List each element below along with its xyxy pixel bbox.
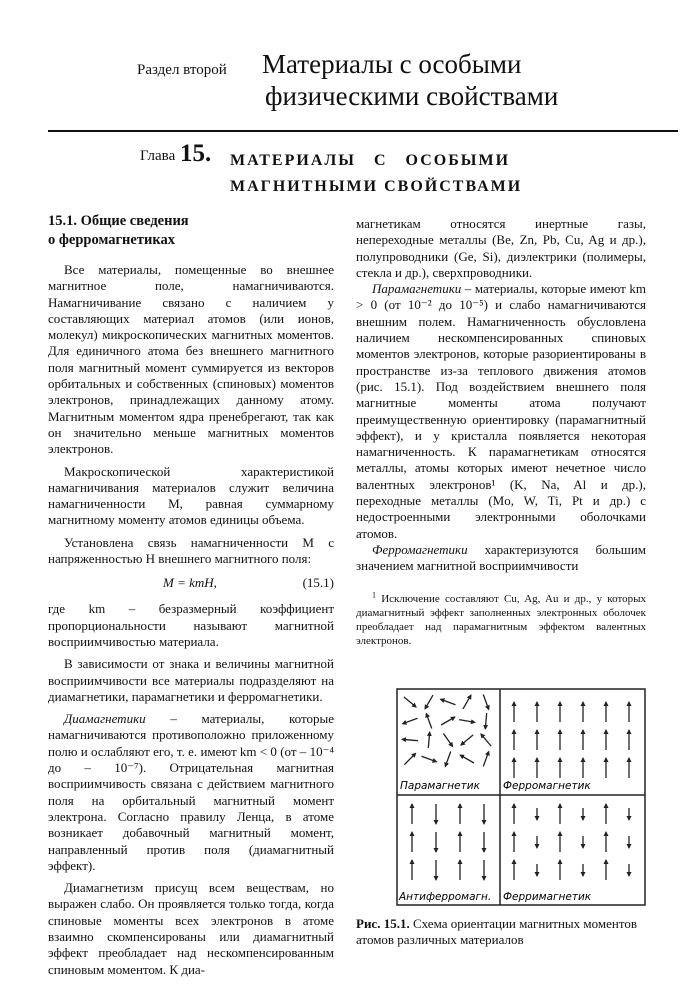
moment-arrow-random [425, 695, 433, 709]
paragraph: Парамагнетики – материалы, которые имеют km > 0 (от 10⁻² до 10⁻⁵) и слабо намагничиваются внешним полем. Намагниченность обусловлена наличием нескомпенсированных спиновых моментов электронов, которые разориентированы в пространстве из-за теплового движения атомов (рис. 15.1). Под воздействием внешнего поля магнитные моменты атома получают преимущественную ориентировку (парамагнитный эффект), и у кристалла появляется некоторая намагниченность. К парамагнетикам относятся металлы, атомы которых имеют нечетное число валентных электронов¹ (K, Na, Al и др.), переходные металлы (Mo, W, Ti, Pt и др.) с недостроенными электронными оболочками атомов. [356, 281, 646, 541]
formula: M = kmH, [163, 575, 217, 591]
moment-arrow-random [483, 751, 488, 766]
moment-arrow-random [485, 713, 486, 729]
footnote-text: Исключение составляют Cu, Ag, Au и др., у которых диамагнитный эффект заполненных электронных оболочек преобладает над парамагнитным эффектом валентных электронов. [356, 593, 646, 647]
chapter-title [230, 148, 522, 200]
moment-arrow-random [463, 695, 471, 709]
paragraph: где km – безразмерный коэффициент пропорциональности называют магнитной восприимчивостью материала. [48, 601, 334, 649]
part-title [262, 48, 558, 112]
part-title-line2: физическими свойствами [265, 81, 559, 111]
formula-number: (15.1) [302, 575, 334, 591]
paragraph: Ферромагнетики характеризуются большим значением магнитной восприимчивости [356, 541, 646, 574]
part-title-line1: Материалы с особыми [262, 49, 522, 79]
moment-arrow-random [441, 717, 455, 725]
caption-text: Схема ориентации магнитных моментов атомов различных материалов [356, 916, 637, 948]
chapter-title-line2: МАГНИТНЫМИ СВОЙСТВАМИ [230, 178, 523, 195]
label-antiferromagnetic: Антиферромагн. [399, 891, 492, 903]
paragraph: Диамагнетики – материалы, которые намагничиваются противоположно приложенному полю и ослабляют его, т. е. имеют km < 0 (от – 10⁻⁴ до – 10⁻⁷). Отрицательная магнитная восприимчивость связана с действием магнитного поля на орбитальный магнитный момент электрона. Согласно правилу Ленца, в атоме возникает добавочный магнитный момент, направленный против поля (диамагнитный эффект). [48, 711, 334, 873]
term-paramagnetics: Парамагнетики [372, 281, 462, 297]
label-ferromagnetic: Ферромагнетик [503, 780, 591, 792]
chapter-label: Глава [140, 148, 176, 164]
paragraph: магнетикам относятся инертные газы, непереходные металлы (Be, Zn, Pb, Cu, Ag и др.), полупроводники (Ge, Si), диэлектрики (полимеры, стекла и др.), сверхпроводники. [356, 216, 646, 280]
moment-arrow-random [421, 756, 436, 761]
footnote [356, 592, 646, 648]
column-left [48, 262, 334, 978]
moment-arrow-random [483, 694, 488, 709]
moment-arrow-random [404, 753, 415, 764]
figure-diagram [396, 688, 646, 906]
section-title-line1: 15.1. Общие сведения [48, 213, 189, 229]
caption-label: Рис. 15.1. [356, 916, 410, 931]
paragraph: В зависимости от знака и величины магнитной восприимчивости все материалы подразделяют на диамагнетики, парамагнетики и ферромагнетики. [48, 656, 334, 704]
figure-caption [356, 916, 646, 949]
formula-15-1 [48, 573, 334, 595]
moment-arrow-random [426, 713, 431, 728]
moment-arrow-random [402, 718, 417, 723]
chapter-title-line1: МАТЕРИАЛЫ С ОСОБЫМИ [230, 152, 511, 169]
paragraph: Установлена связь намагниченности M с напряженностью H внешнего магнитного поля: [48, 534, 334, 567]
moment-arrow-random [459, 720, 475, 723]
moment-arrow-random [460, 755, 474, 763]
paragraph: Все материалы, помещенные во внешнее магнитное поле, намагничиваются. Намагничивание связано с наличием у составляющих материал атомов (или ионов, молекул) микроскопических магнитных моментов. Для единичного атома без внешнего магнитного поля магнитный момент суммируется из векторов орбитальных и собственных (спиновых) моментов электронов, принадлежащих данному атому. Магнитным моментом ядра пренебрегают, так как он значительно меньше магнитных моментов электронов. [48, 262, 334, 457]
chapter-number: 15. [180, 140, 212, 167]
label-ferrimagnetic: Ферримагнетик [503, 891, 592, 903]
header-rule [48, 130, 678, 132]
moment-arrow-random [443, 733, 452, 746]
moment-arrow-random [440, 699, 455, 704]
label-paramagnetic: Парамагнетик [400, 780, 480, 792]
column-right [356, 216, 646, 575]
figure-frame [397, 689, 645, 905]
moment-arrow-random [404, 697, 416, 707]
part-label: Раздел второй [137, 62, 227, 78]
section-title-line2: о ферромагнетиках [48, 232, 175, 248]
section-title [48, 212, 328, 250]
moment-arrow-random [461, 735, 473, 745]
term-diamagnetics: Диамагнетики [64, 711, 146, 727]
paragraph: Диамагнетизм присущ всем веществам, но выражен слабо. Он проявляется только тогда, когда спиновые моменты всех электронов в атоме взаимно скомпенсированы или диамагнитный эффект преобладает над нескомпенсированным спиновым моментом. К диа- [48, 880, 334, 977]
moment-arrow-random [481, 734, 491, 746]
moment-arrow-random [445, 751, 450, 766]
term-ferromagnetics: Ферромагнетики [372, 541, 468, 557]
footnote-mark: 1 [372, 590, 376, 600]
paragraph: Макроскопической характеристикой намагничивания материалов служит величина намагниченности M, равная суммарному магнитному моменту атомов единицы объема. [48, 463, 334, 528]
figure-15-1 [396, 688, 646, 906]
moment-arrow-random [428, 732, 429, 748]
moment-arrow-random [402, 739, 418, 740]
